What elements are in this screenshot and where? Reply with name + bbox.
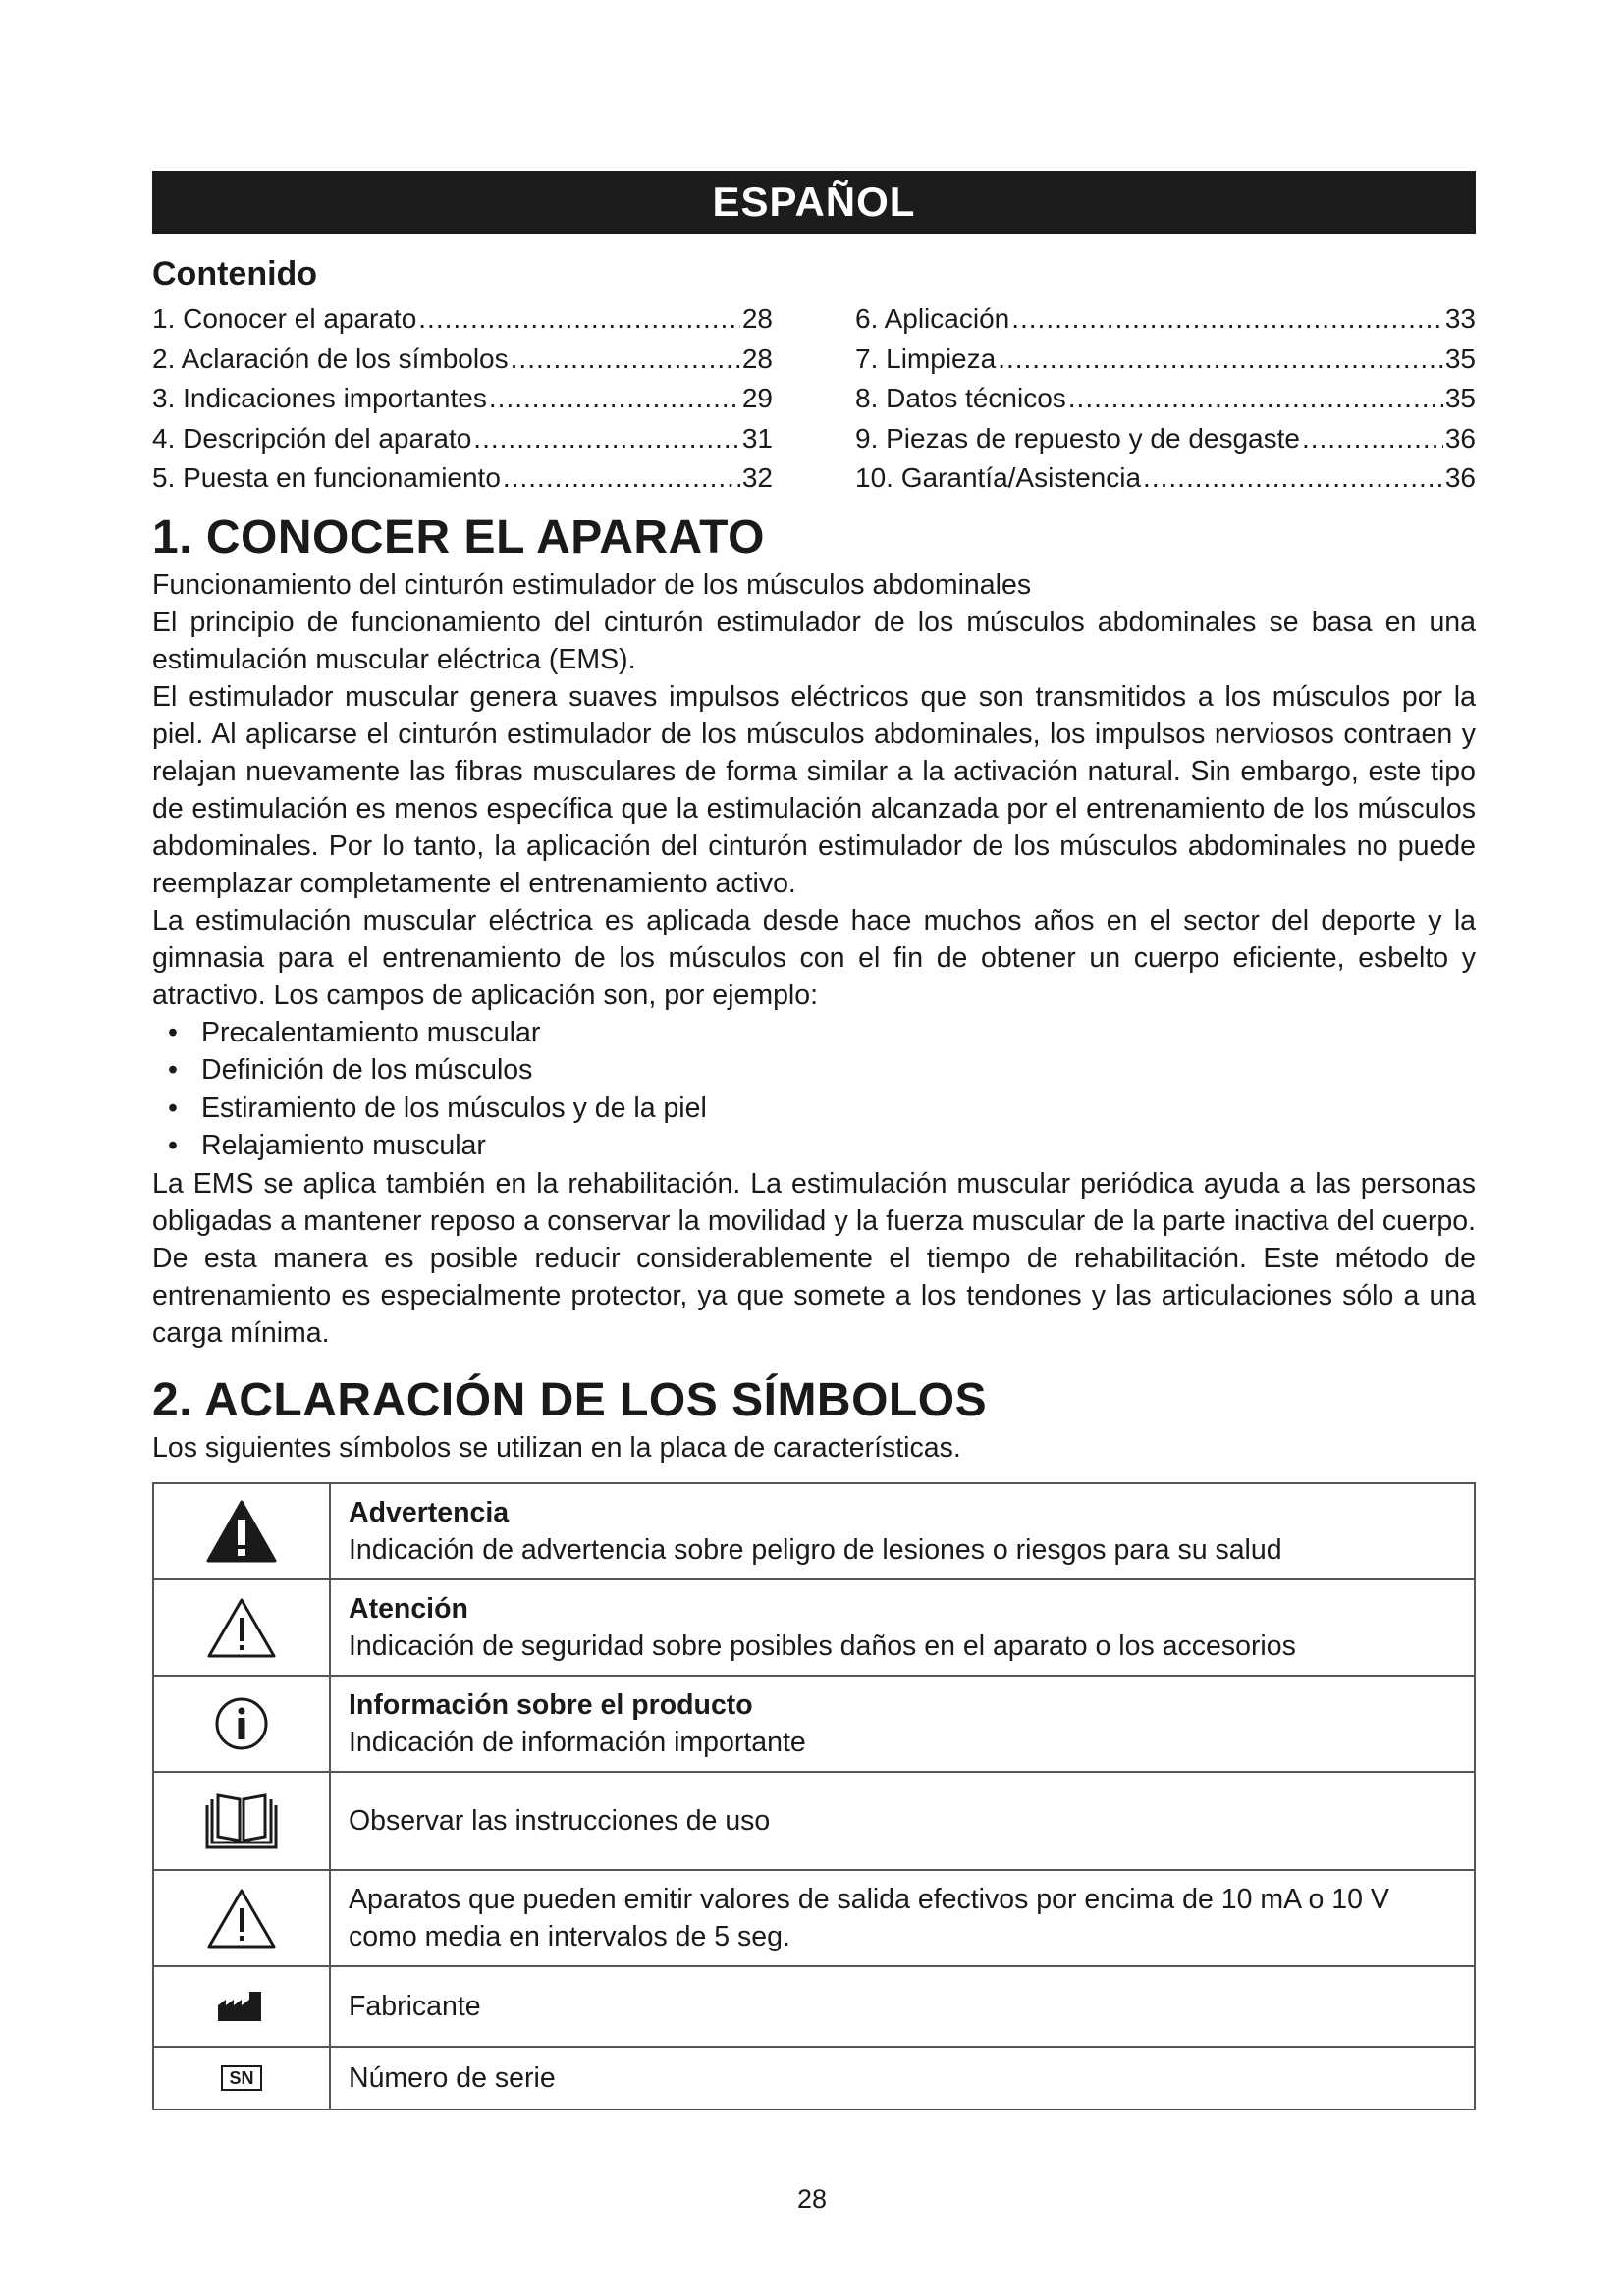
table-row [153,1483,1475,1579]
toc-entry: 9. Piezas de repuesto y de desgaste ..... 36 [855,419,1476,459]
caution-outline-icon [206,1619,277,1635]
manufacturer-icon [216,1998,267,2014]
toc-entry: 7. Limpieza ..... 35 [855,340,1476,380]
toc-entry: 6. Aplicación ..... 33 [855,299,1476,340]
paragraph: La estimulación muscular eléctrica es aplicada desde hace muchos años en el sector del deporte y la gimnasia para el entrenamiento de los músculos con el fin de obtener un cuerpo eficiente, esbelto y atractivo. Los campos de aplicación son, por ejemplo: [152,904,1476,1011]
symbol-title: Advertencia [349,1496,510,1528]
table-row [153,1772,1475,1870]
paragraph: El principio de funcionamiento del cinturón estimulador de los músculos abdominales se basa en una estimulación muscular eléctrica (EMS). [152,606,1476,675]
toc-entry: 8. Datos técnicos ..... 35 [855,379,1476,419]
table-row [153,1676,1475,1772]
symbols-table [152,1482,1476,2110]
toc-entry: 3. Indicaciones importantes ..... 29 [152,379,773,419]
manual-page [152,171,1476,2110]
list-item: • Precalentamiento muscular [168,1014,1476,1052]
table-row [153,1966,1475,2047]
symbol-description: Indicación de información importante [349,1726,806,1758]
symbol-description: Aparatos que pueden emitir valores de salida efectivos por encima de 10 mA o 10 V como media en intervalos de 5 seg. [349,1883,1389,1952]
application-list [152,1014,1476,1165]
table-row [153,2047,1475,2109]
toc-column-right [855,299,1476,499]
section-1-subtitle: Funcionamiento del cinturón estimulador de los músculos abdominales [152,568,1032,601]
manual-book-icon [204,1812,279,1829]
section-2-heading: 2. ACLARACIÓN DE LOS SÍMBOLOS [152,1373,988,1426]
toc-entry: 10. Garantía/Asistencia ..... 36 [855,458,1476,499]
toc-entry: 2. Aclaración de los símbolos ..... 28 [152,340,773,380]
list-item: • Relajamiento muscular [168,1127,1476,1165]
table-of-contents [152,299,1476,499]
caution-outline-icon [206,1909,277,1926]
symbol-title: Atención [349,1592,468,1625]
warning-filled-icon [206,1522,277,1539]
symbol-description: Número de serie [349,2061,556,2094]
list-item: • Estiramiento de los músculos y de la piel [168,1090,1476,1128]
table-row [153,1579,1475,1676]
language-header: ESPAÑOL [152,171,1476,234]
serial-number-icon: SN [221,2065,261,2091]
section-1-heading: 1. CONOCER EL APARATO [152,510,765,563]
symbol-description: Fabricante [349,1990,481,2022]
toc-column-left [152,299,773,499]
symbol-description: Indicación de seguridad sobre posibles daños en el aparato o los accesorios [349,1629,1296,1662]
section-2-intro: Los siguientes símbolos se utilizan en la placa de características. [152,1431,961,1464]
toc-title: Contenido [152,255,318,293]
symbol-description: Observar las instrucciones de uso [349,1804,771,1837]
page-number: 28 [796,2184,828,2214]
list-item: • Definición de los músculos [168,1051,1476,1090]
info-icon [214,1715,269,1732]
symbol-title: Información sobre el producto [349,1688,753,1721]
paragraph: La EMS se aplica también en la rehabilitación. La estimulación muscular periódica ayuda a las personas obligadas a mantener reposo a conservar la movilidad y la fuerza muscular de la parte inactiva del cuerpo. De esta manera es posible reducir considerablemente el tiempo de rehabilitación. Este método de entrenamiento es especialmente protector, ya que somete a los tendones y las articulaciones sólo a una carga mínima. [152,1167,1476,1349]
toc-entry: 1. Conocer el aparato ..... 28 [152,299,773,340]
toc-entry: 5. Puesta en funcionamiento ..... 32 [152,458,773,499]
toc-entry: 4. Descripción del aparato ..... 31 [152,419,773,459]
symbol-description: Indicación de advertencia sobre peligro de lesiones o riesgos para su salud [349,1533,1282,1566]
paragraph: El estimulador muscular genera suaves impulsos eléctricos que son transmitidos a los músculos por la piel. Al aplicarse el cinturón estimulador de los músculos abdominales, los impulsos nerviosos contraen y relajan nuevamente las fibras musculares de forma similar a la activación natural. Sin embargo, este tipo de estimulación es menos específica que la estimulación alcanzada por el entrenamiento de los músculos abdominales. Por lo tanto, la aplicación del cinturón estimulador de los músculos abdominales no puede reemplazar completamente el entrenamiento activo. [152,680,1476,899]
table-row [153,1870,1475,1966]
